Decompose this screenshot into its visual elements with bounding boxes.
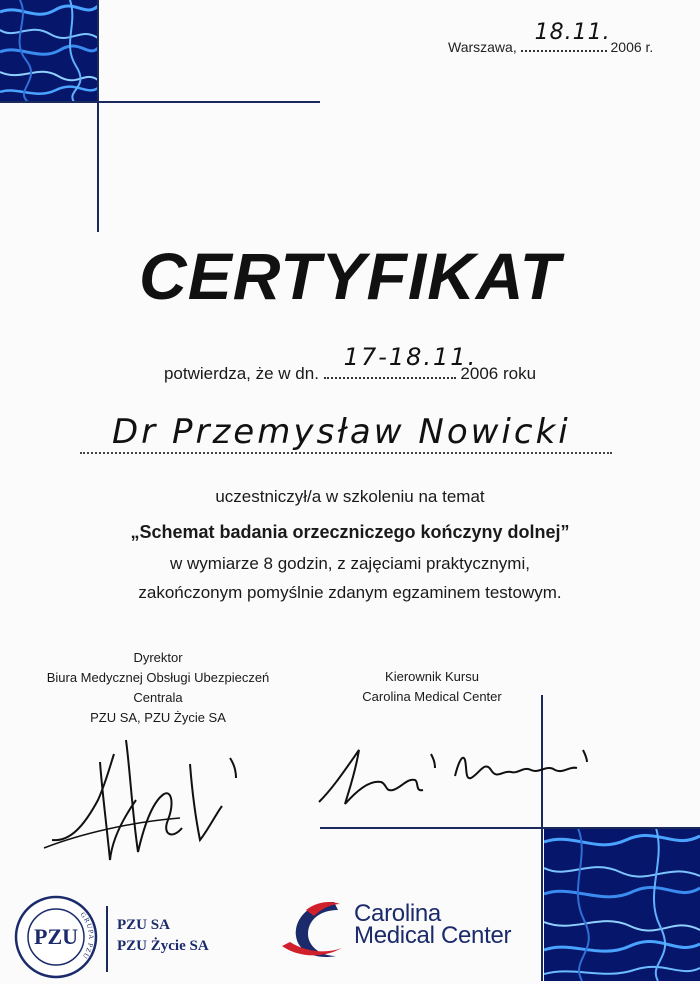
certificate-title: CERTYFIKAT bbox=[139, 239, 561, 313]
signatory-left-office: Biura Medycznej Obsługi Ubezpieczeń bbox=[46, 670, 270, 685]
frame-rule-bottom bbox=[320, 827, 700, 829]
training-dates-field bbox=[324, 343, 478, 379]
signatory-right-company: Carolina Medical Center bbox=[362, 689, 502, 704]
pzu-company-names bbox=[117, 915, 209, 957]
signatory-left bbox=[22, 648, 294, 728]
exam-result: zakończonym pomyślnie zdanym egzaminem testowym. bbox=[138, 583, 562, 602]
cmc-name-1: Carolina bbox=[354, 900, 441, 927]
training-dates-handwritten: 17-18.11. bbox=[343, 343, 478, 371]
confirmation-suffix: 2006 roku bbox=[460, 364, 537, 383]
frame-rule-left bbox=[97, 0, 99, 232]
pzu-logo-ring-text: GRUPA PZU bbox=[78, 910, 96, 961]
frame-rule-top bbox=[0, 101, 320, 103]
signatory-right bbox=[330, 667, 534, 707]
pzu-divider bbox=[106, 906, 108, 972]
pzu-name-1: PZU SA bbox=[117, 917, 170, 933]
participant-name-handwritten: Dr Przemysław Nowicki bbox=[112, 412, 571, 452]
participant-name-line bbox=[80, 452, 612, 454]
cmc-logo-emblem bbox=[276, 896, 356, 964]
participation-text: uczestniczył/a w szkoleniu na temat bbox=[215, 487, 485, 506]
training-topic: „Schemat badania orzeczniczego kończyny dolnej” bbox=[130, 522, 570, 542]
signatory-left-branch: Centrala bbox=[133, 690, 183, 705]
signatory-right-title: Kierownik Kursu bbox=[385, 669, 479, 684]
signatory-left-title: Dyrektor bbox=[133, 650, 183, 665]
training-duration: w wymiarze 8 godzin, z zajęciami praktycznymi, bbox=[170, 554, 530, 573]
confirmation-prefix: potwierdza, że w dn. bbox=[163, 364, 319, 383]
pzu-name-2: PZU Życie SA bbox=[117, 938, 209, 954]
confirmation-line bbox=[0, 343, 700, 384]
place-label: Warszawa, bbox=[448, 39, 517, 55]
cmc-logo-text bbox=[354, 900, 512, 949]
water-texture-top-left bbox=[0, 0, 98, 102]
date-field bbox=[521, 20, 611, 52]
pzu-logo-mark: PZU bbox=[34, 924, 78, 949]
water-texture-bottom-right bbox=[544, 828, 700, 981]
signature-left bbox=[40, 730, 250, 870]
place-date bbox=[448, 20, 654, 55]
cmc-name-2: Medical Center bbox=[354, 922, 512, 949]
date-year: 2006 r. bbox=[610, 39, 654, 55]
pzu-logo bbox=[14, 895, 98, 979]
signatory-left-company: PZU SA, PZU Życie SA bbox=[90, 710, 226, 725]
date-handwritten: 18.11. bbox=[534, 20, 611, 45]
signature-right bbox=[315, 730, 595, 815]
